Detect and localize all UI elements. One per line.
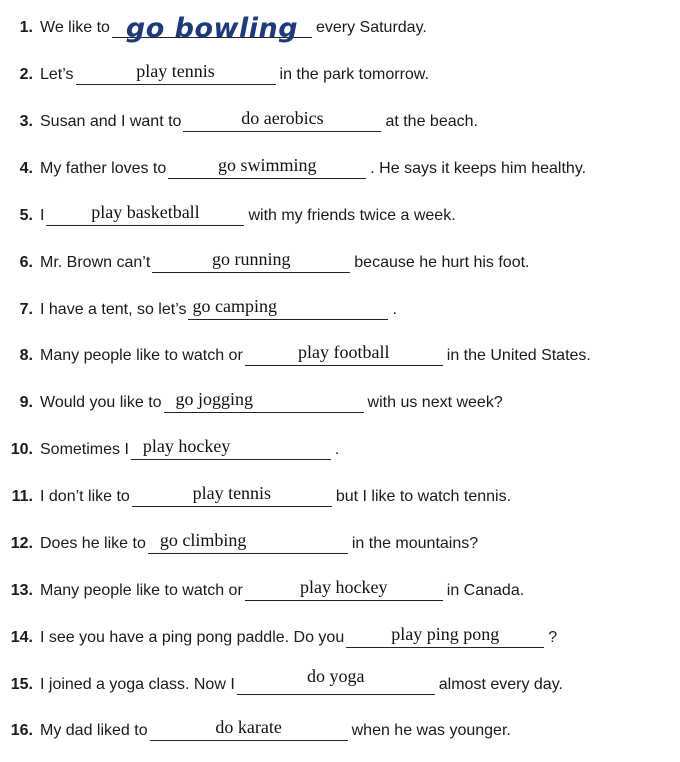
answer-blank[interactable]: [150, 717, 348, 741]
sentence-start: I joined a yoga class. Now I: [40, 676, 235, 693]
sentence-start: Mr. Brown can’t: [40, 254, 151, 271]
sentence-start: Would you like to: [40, 394, 162, 411]
sentence-start: I see you have a ping pong paddle. Do you: [40, 629, 345, 646]
exercise-15: [0, 665, 563, 695]
exercise-2: [0, 55, 429, 85]
sentence-end: in the United States.: [446, 347, 591, 364]
answer-blank[interactable]: [237, 666, 435, 695]
exercise-8: [0, 336, 591, 366]
item-number: 10.: [10, 441, 33, 458]
sentence-start: I have a tent, so let’s: [40, 301, 187, 318]
answer-blank[interactable]: [76, 61, 276, 85]
sentence-end: .: [334, 441, 340, 458]
exercise-10: [0, 430, 339, 460]
written-answer: play tennis: [136, 61, 215, 81]
sentence-end: when he was younger.: [351, 722, 511, 739]
written-answer: go climbing: [159, 530, 247, 550]
answer-blank[interactable]: [46, 202, 244, 226]
written-answer: play ping pong: [391, 624, 500, 644]
exercise-11: [0, 477, 511, 507]
sentence-start: Many people like to watch or: [40, 347, 243, 364]
exercise-14: [0, 618, 557, 648]
answer-blank[interactable]: [131, 436, 331, 460]
written-answer: play tennis: [192, 483, 272, 503]
sentence-start: My dad liked to: [40, 722, 148, 739]
sentence-end: in the mountains?: [351, 535, 479, 552]
exercise-6: [0, 243, 530, 273]
item-number: 16.: [10, 722, 33, 739]
sentence-end: because he hurt his foot.: [354, 254, 530, 271]
item-number: 7.: [19, 301, 33, 318]
item-number: 2.: [19, 66, 33, 83]
item-number: 14.: [10, 629, 33, 646]
item-number: 11.: [11, 488, 33, 505]
sentence-end: at the beach.: [385, 113, 478, 130]
sentence-start: We like to: [40, 19, 110, 36]
answer-blank[interactable]: [168, 155, 366, 179]
item-number: 13.: [10, 582, 33, 599]
answer-blank[interactable]: [183, 108, 381, 132]
written-answer: play hockey: [142, 436, 231, 456]
written-answer: do yoga: [307, 666, 365, 686]
written-answer: play hockey: [300, 577, 388, 597]
written-answer: do karate: [215, 717, 282, 737]
sentence-start: Many people like to watch or: [40, 582, 243, 599]
sentence-end: with us next week?: [367, 394, 503, 411]
answer-blank[interactable]: [164, 389, 364, 413]
sentence-end: .: [392, 301, 397, 318]
item-number: 9.: [19, 394, 33, 411]
exercise-9: [0, 383, 503, 413]
written-answer: play football: [298, 342, 390, 362]
answer-blank[interactable]: [188, 296, 388, 320]
written-answer: go jogging: [175, 389, 254, 409]
exercise-7: [0, 290, 397, 320]
written-answer: do aerobics: [241, 108, 324, 128]
sentence-end: with my friends twice a week.: [248, 207, 456, 224]
answer-blank[interactable]: [132, 483, 332, 507]
item-number: 3.: [19, 113, 33, 130]
exercise-4: [0, 149, 586, 179]
item-number: 15.: [10, 676, 33, 693]
exercise-16: [0, 711, 511, 741]
written-answer: play basketball: [91, 202, 200, 222]
sentence-end: but I like to watch tennis.: [335, 488, 512, 505]
item-number: 1.: [19, 19, 33, 36]
sentence-start: Let’s: [40, 66, 74, 83]
answer-blank[interactable]: [152, 249, 350, 273]
sentence-start: I: [40, 207, 45, 224]
answer-blank[interactable]: [245, 577, 443, 601]
exercise-5: [0, 196, 456, 226]
exercise-13: [0, 571, 524, 601]
sentence-end: ?: [548, 629, 558, 646]
sentence-start: I don’t like to: [40, 488, 130, 505]
item-number: 5.: [19, 207, 33, 224]
exercise-12: [0, 524, 478, 554]
sentence-end: almost every day.: [438, 676, 563, 693]
item-number: 6.: [19, 254, 33, 271]
sentence-start: Sometimes I: [40, 441, 129, 458]
written-answer: go swimming: [218, 155, 317, 175]
sentence-end: in the park tomorrow.: [279, 66, 429, 83]
sentence-end: in Canada.: [446, 582, 525, 599]
sentence-start: My father loves to: [40, 160, 167, 177]
item-number: 8.: [19, 347, 33, 364]
exercise-3: [0, 102, 478, 132]
item-number: 12.: [10, 535, 33, 552]
written-answer: go running: [212, 249, 291, 269]
handwritten-answer: go bowling: [125, 13, 299, 44]
sentence-end: every Saturday.: [315, 19, 427, 36]
sentence-end: . He says it keeps him healthy.: [370, 160, 587, 177]
written-answer: go camping: [192, 296, 277, 316]
sentence-start: Does he like to: [40, 535, 146, 552]
exercise-1: [0, 8, 427, 44]
answer-blank[interactable]: [112, 13, 312, 44]
answer-blank[interactable]: [346, 624, 544, 648]
item-number: 4.: [19, 160, 33, 177]
answer-blank[interactable]: [245, 342, 443, 366]
sentence-start: Susan and I want to: [40, 113, 182, 130]
answer-blank[interactable]: [148, 530, 348, 554]
